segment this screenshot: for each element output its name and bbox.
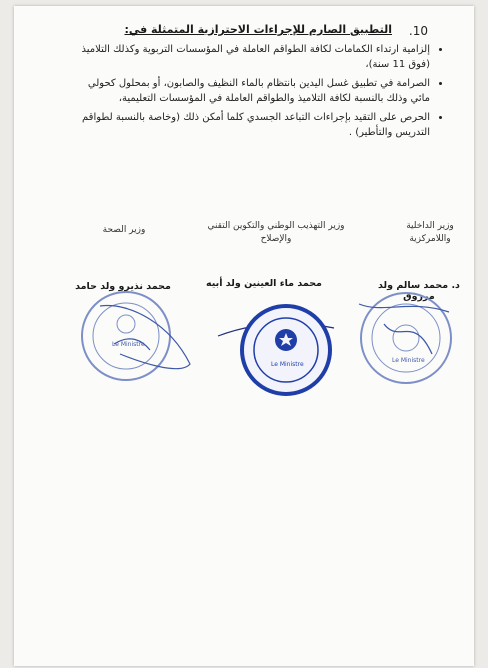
signatory-name-education: محمد ماء العينين ولد أبيه [206,278,322,289]
signatory-title-interior: وزير الداخلية واللامركزية [406,221,454,244]
measures-list [74,42,444,144]
signatory-name-interior: د. محمد سالم ولد مرزوق [378,280,460,302]
ministry-stamp-health [80,284,200,394]
list-item: • الحرص على التقيد بإجراءات التباعد الجسدي كلما أمكن ذلك (وخاصة بالنسبة لطواقم التدريس والتأطير) . [74,110,430,140]
document-page [14,6,474,666]
list-item: • إلزامية ارتداء الكمامات لكافة الطواقم العاملة في المؤسسات التربوية وكذلك التلاميذ (فوق 11 سنة)، [74,42,430,72]
list-item: • الصرامة في تطبيق غسل اليدين بانتظام بالماء النظيف والصابون، أو بمحلول كحولي مائي وذلك بالنسبة لكافة التلاميذ والطواقم العاملة في المؤسسات التعليمية، [74,76,430,106]
ministry-stamp-interior [354,284,464,394]
section-heading: التطبيق الصارم للإجراءات الاحترازية المتمثلة في: [124,23,392,36]
stamp-label: Le Ministre [112,341,145,348]
signatory-name-health: محمد نذيرو ولد حامد [75,281,171,292]
item-number: .10 [408,24,428,38]
ministry-stamp-education [214,288,344,403]
signatory-title-education: وزير التهذيب الوطني والتكوين التقني والإصلاح [207,221,345,244]
stamp-label: Le Ministre [271,361,304,368]
signatory-title-health: وزير الصحة [102,225,146,235]
stamp-label: Le Ministre [392,357,425,364]
